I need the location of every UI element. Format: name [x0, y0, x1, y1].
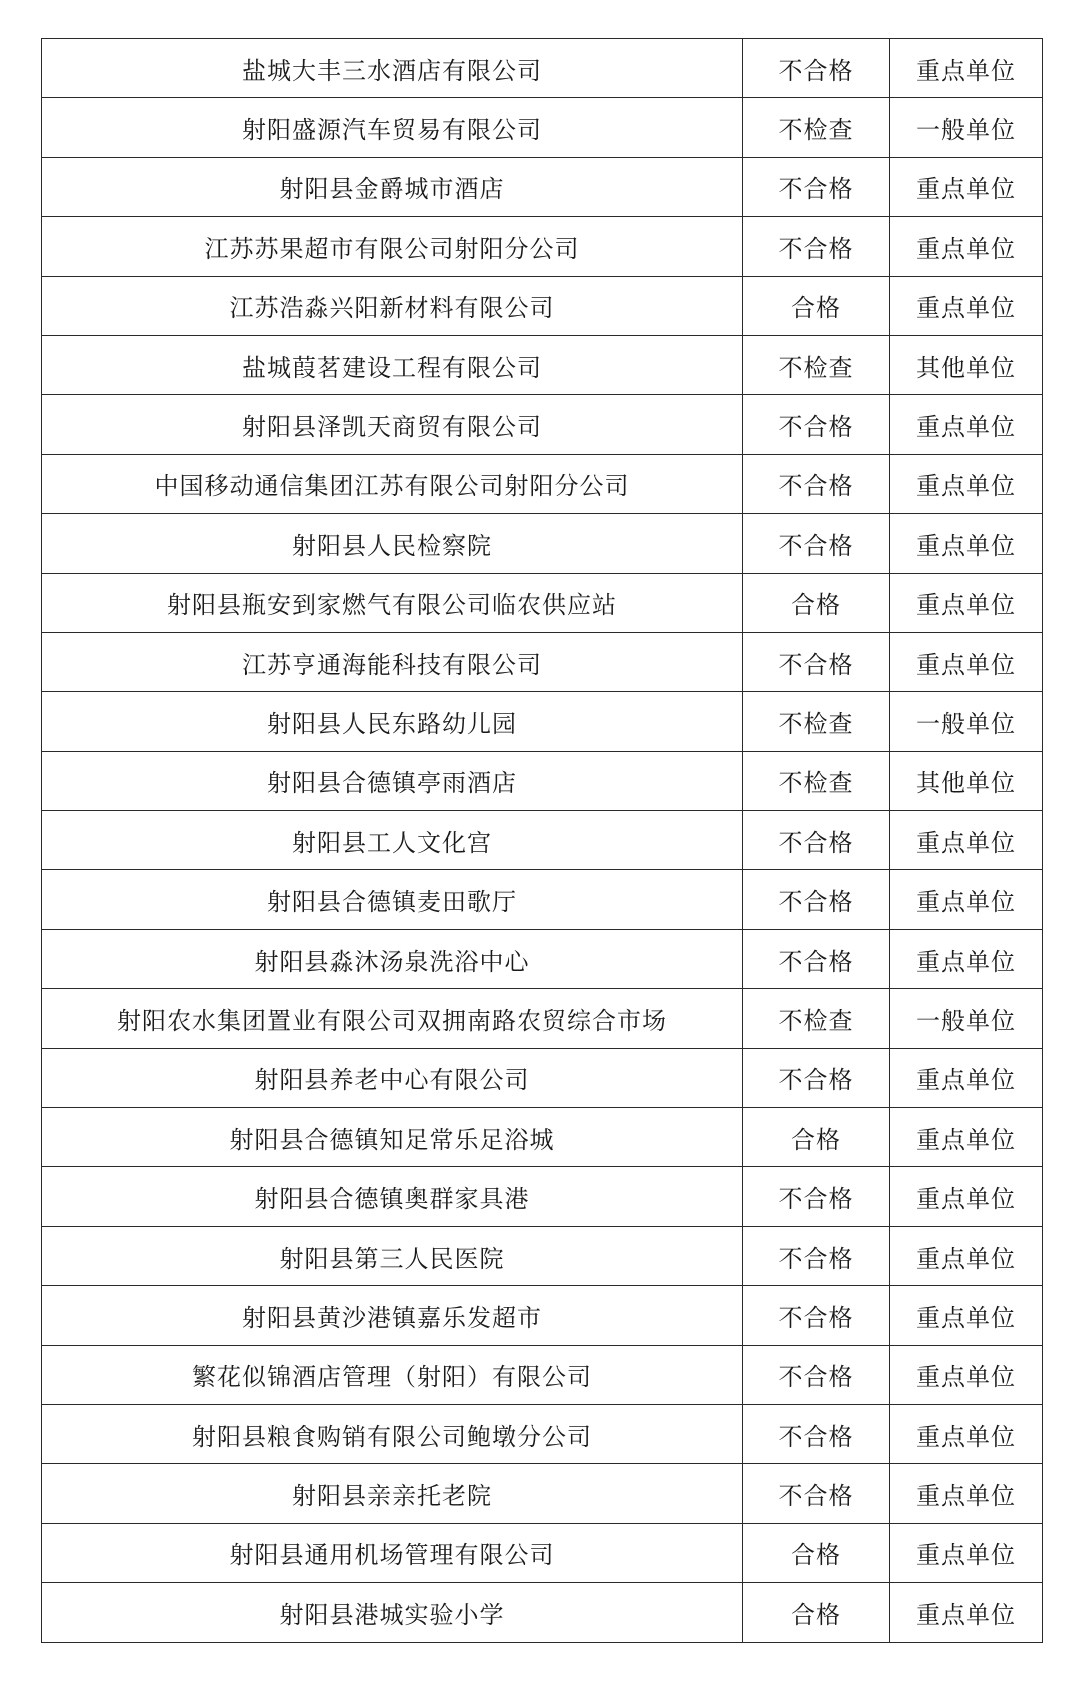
table-row: [42, 573, 1043, 632]
category-cell: 重点单位: [890, 514, 1043, 573]
category-cell: 重点单位: [890, 811, 1043, 870]
unit-name-cell: 射阳县黄沙港镇嘉乐发超市: [42, 1286, 743, 1345]
table-row: [42, 870, 1043, 929]
unit-name-cell: 射阳县合德镇奥群家具港: [42, 1167, 743, 1226]
table-row: [42, 1345, 1043, 1404]
category-cell: 重点单位: [890, 1286, 1043, 1345]
category-cell: 重点单位: [890, 1523, 1043, 1582]
unit-name-cell: 盐城葭茗建设工程有限公司: [42, 335, 743, 394]
unit-name-cell: 射阳县合德镇知足常乐足浴城: [42, 1108, 743, 1167]
result-cell: 不合格: [743, 1464, 890, 1523]
table-row: [42, 751, 1043, 810]
category-cell: 重点单位: [890, 632, 1043, 691]
result-cell: 不合格: [743, 1048, 890, 1107]
table-row: [42, 454, 1043, 513]
result-cell: 不合格: [743, 1167, 890, 1226]
result-cell: 不合格: [743, 395, 890, 454]
unit-name-cell: 射阳县瓶安到家燃气有限公司临农供应站: [42, 573, 743, 632]
category-cell: 重点单位: [890, 276, 1043, 335]
table-row: [42, 929, 1043, 988]
table-row: [42, 1167, 1043, 1226]
result-cell: 合格: [743, 1583, 890, 1642]
unit-name-cell: 射阳县养老中心有限公司: [42, 1048, 743, 1107]
category-cell: 重点单位: [890, 1167, 1043, 1226]
unit-name-cell: 射阳县合德镇亭雨酒店: [42, 751, 743, 810]
table-row: [42, 1464, 1043, 1523]
result-cell: 不检查: [743, 692, 890, 751]
unit-name-cell: 射阳农水集团置业有限公司双拥南路农贸综合市场: [42, 989, 743, 1048]
unit-name-cell: 江苏浩淼兴阳新材料有限公司: [42, 276, 743, 335]
table-row: [42, 1404, 1043, 1463]
table-body: [42, 39, 1043, 1643]
table-row: [42, 335, 1043, 394]
result-cell: 不合格: [743, 811, 890, 870]
category-cell: 其他单位: [890, 751, 1043, 810]
unit-name-cell: 射阳县人民东路幼儿园: [42, 692, 743, 751]
category-cell: 一般单位: [890, 98, 1043, 157]
result-cell: 不合格: [743, 1345, 890, 1404]
category-cell: 重点单位: [890, 1048, 1043, 1107]
table-row: [42, 692, 1043, 751]
table-row: [42, 1286, 1043, 1345]
result-cell: 不合格: [743, 1404, 890, 1463]
table-row: [42, 1226, 1043, 1285]
result-cell: 合格: [743, 276, 890, 335]
result-cell: 不合格: [743, 929, 890, 988]
unit-name-cell: 射阳县工人文化宫: [42, 811, 743, 870]
table-row: [42, 1048, 1043, 1107]
result-cell: 不合格: [743, 39, 890, 98]
result-cell: 不合格: [743, 514, 890, 573]
category-cell: 重点单位: [890, 573, 1043, 632]
unit-name-cell: 射阳县人民检察院: [42, 514, 743, 573]
table-row: [42, 157, 1043, 216]
unit-name-cell: 射阳县港城实验小学: [42, 1583, 743, 1642]
result-cell: 不检查: [743, 335, 890, 394]
result-cell: 不合格: [743, 454, 890, 513]
category-cell: 重点单位: [890, 1464, 1043, 1523]
table-row: [42, 514, 1043, 573]
unit-name-cell: 射阳县泽凯天商贸有限公司: [42, 395, 743, 454]
table-row: [42, 217, 1043, 276]
unit-name-cell: 射阳县亲亲托老院: [42, 1464, 743, 1523]
result-cell: 合格: [743, 573, 890, 632]
category-cell: 重点单位: [890, 1226, 1043, 1285]
category-cell: 重点单位: [890, 1583, 1043, 1642]
table-row: [42, 1108, 1043, 1167]
table-row: [42, 39, 1043, 98]
unit-name-cell: 射阳县合德镇麦田歌厅: [42, 870, 743, 929]
unit-name-cell: 江苏亨通海能科技有限公司: [42, 632, 743, 691]
table-row: [42, 1523, 1043, 1582]
unit-name-cell: 射阳县粮食购销有限公司鲍墩分公司: [42, 1404, 743, 1463]
category-cell: 一般单位: [890, 692, 1043, 751]
unit-name-cell: 射阳盛源汽车贸易有限公司: [42, 98, 743, 157]
category-cell: 重点单位: [890, 1345, 1043, 1404]
category-cell: 重点单位: [890, 157, 1043, 216]
document-page: [41, 38, 1042, 1643]
unit-name-cell: 射阳县淼沐汤泉洗浴中心: [42, 929, 743, 988]
unit-name-cell: 江苏苏果超市有限公司射阳分公司: [42, 217, 743, 276]
result-cell: 合格: [743, 1108, 890, 1167]
category-cell: 重点单位: [890, 454, 1043, 513]
category-cell: 重点单位: [890, 39, 1043, 98]
result-cell: 不检查: [743, 751, 890, 810]
unit-name-cell: 射阳县通用机场管理有限公司: [42, 1523, 743, 1582]
result-cell: 不合格: [743, 1226, 890, 1285]
result-cell: 不合格: [743, 632, 890, 691]
unit-name-cell: 射阳县金爵城市酒店: [42, 157, 743, 216]
unit-name-cell: 繁花似锦酒店管理（射阳）有限公司: [42, 1345, 743, 1404]
category-cell: 重点单位: [890, 1404, 1043, 1463]
table-row: [42, 1583, 1043, 1642]
unit-name-cell: 中国移动通信集团江苏有限公司射阳分公司: [42, 454, 743, 513]
category-cell: 一般单位: [890, 989, 1043, 1048]
category-cell: 重点单位: [890, 217, 1043, 276]
inspection-table: [41, 38, 1043, 1643]
table-row: [42, 98, 1043, 157]
unit-name-cell: 盐城大丰三水酒店有限公司: [42, 39, 743, 98]
category-cell: 重点单位: [890, 870, 1043, 929]
unit-name-cell: 射阳县第三人民医院: [42, 1226, 743, 1285]
table-row: [42, 632, 1043, 691]
result-cell: 不检查: [743, 98, 890, 157]
table-row: [42, 395, 1043, 454]
category-cell: 重点单位: [890, 395, 1043, 454]
result-cell: 合格: [743, 1523, 890, 1582]
table-row: [42, 811, 1043, 870]
result-cell: 不合格: [743, 157, 890, 216]
category-cell: 重点单位: [890, 929, 1043, 988]
table-row: [42, 989, 1043, 1048]
result-cell: 不合格: [743, 217, 890, 276]
category-cell: 其他单位: [890, 335, 1043, 394]
category-cell: 重点单位: [890, 1108, 1043, 1167]
result-cell: 不检查: [743, 989, 890, 1048]
result-cell: 不合格: [743, 1286, 890, 1345]
result-cell: 不合格: [743, 870, 890, 929]
table-row: [42, 276, 1043, 335]
